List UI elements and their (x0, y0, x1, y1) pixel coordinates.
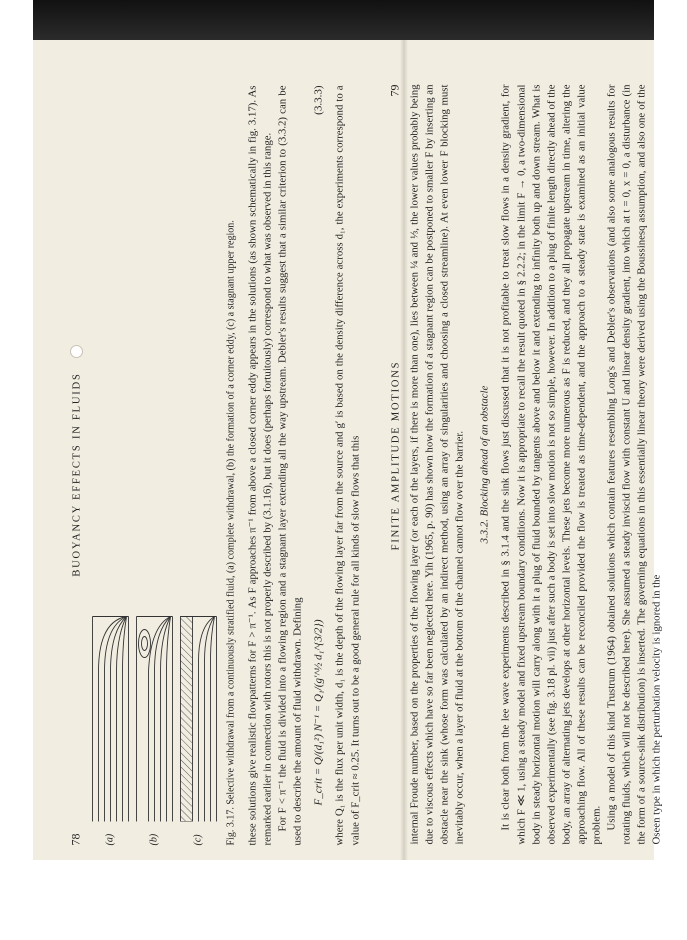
page-number: 79 (387, 84, 402, 97)
figure-label: (a) (104, 833, 116, 846)
running-head (69, 86, 89, 846)
running-head (388, 85, 408, 845)
page-number: 78 (68, 833, 83, 846)
flow-diagram-b (135, 612, 175, 822)
figure-label: (c) (192, 834, 204, 846)
figure-panel-b (133, 86, 177, 846)
equation (312, 86, 327, 806)
page-79 (388, 85, 687, 845)
flow-diagram-a (91, 612, 131, 822)
running-head-title: BUOYANCY EFFECTS IN FLUIDS (71, 372, 83, 577)
running-head-title: FINITE AMPLITUDE MOTIONS (390, 360, 402, 551)
paragraph: Using a model of this kind Trustrum (1964) obtained solutions which contain features resembling Long's and Debler's observations (and also some analogous results for rotating fluids, which will not be described here). She assumed a steady inviscid flow with constant U and linear density gradient, into which at t = 0, x = 0, a disturbance (in the form of a source-sink distribution) is inserted. The governing equations in this essentially linear theory were derived using the Boussinesq assumption, and also one of the Oseen type in which the perturbation velocity is ignored in the (605, 84, 663, 845)
figure-panel-a (89, 86, 133, 846)
paragraph: For F < π⁻¹ the fluid is divided into a flowing region and a stagnant layer extending all the way upstream. Debler's results suggest that a similar criterion to (3.3.2) can be used to describe the amount of fluid withdrawn. Defining (276, 85, 304, 846)
figure-label: (b) (148, 833, 160, 846)
figure-panel-c (177, 86, 221, 846)
paragraph: It is clear both from the lee wave experiments described in § 3.1.4 and the sink flows just discussed that it is not profitable to treat slow flows in a density gradient, for which F ≪ 1, using a steady model and fixed upstream boundary conditions. Now it is appropriate to recall the result quoted in § 2.2.2; in the limit F → 0, a two-dimensional body in steady horizontal motion will carry along with it a plug of fluid bounded by tangents above and below it and extending to infinity both up and down stream. What is observed experimentally (see fig. 3.18 pl. vii) just after such a body is set into slow motion is not so simple, however. In addition to a plug of finite length directly ahead of the body, an array of alternating jets develops at other horizontal levels. These jets become more numerous as F is reduced, and they all propagate upstream in time, altering the approaching flow. All of these results can be reconciled provided the flow is treated as time-dependent, and the approach to a steady state is examined as an initial value problem. (499, 84, 603, 845)
page-78 (69, 86, 374, 846)
equation-body: F_crit = Q/(d₁²) N⁻¹ = Q₁/(g′^½ d₁^{3/2}) (312, 619, 325, 806)
equation-number: (3.3.3) (312, 85, 325, 115)
paragraph: internal Froude number, based on the properties of the flowing layer (or each of the layers, if there is more than one), lies between ¼ and ⅓, the lower values probably being due to viscous effects which have so far been neglected here. Yih (1965, p. 90) has shown how the formation of a stagnant region can be postponed to smaller F by inserting an obstacle near the sink (whose form was calculated by an indirect method, using an array of singularities and choosing a closed streamline). At even lower F blocking must inevitably occur, when a layer of fluid at the bottom of the channel cannot flow over the barrier. (408, 84, 466, 845)
figure-caption: Fig. 3.17. Selective withdrawal from a continuously stratified fluid, (a) complete withdrawal, (b) the formation of a corner eddy, (c) a stagnant upper region. (225, 220, 237, 846)
flow-diagram-c (179, 612, 219, 822)
paragraph: where Q₁ is the flux per unit width, d₁ is the depth of the flowing layer far from the source and g′ is based on the density difference across d₁, the experiments correspond to a value of F_crit ≈ 0.25. It turns out to be a good general rule for all kinds of slow flows that this (333, 85, 362, 846)
paragraph: these solutions give realistic flowpatterns for F > π⁻¹. As F approaches π⁻¹ from above a closed corner eddy appears in the solutions (as shown schematically in fig. 3.17). As remarked earlier in connection with rotors this is not properly described by (3.1.16), but it does (perhaps fortuitously) correspond to what was observed in this range. (246, 85, 274, 846)
section-heading: 3.3.2. Blocking ahead of an obstacle (478, 385, 491, 544)
